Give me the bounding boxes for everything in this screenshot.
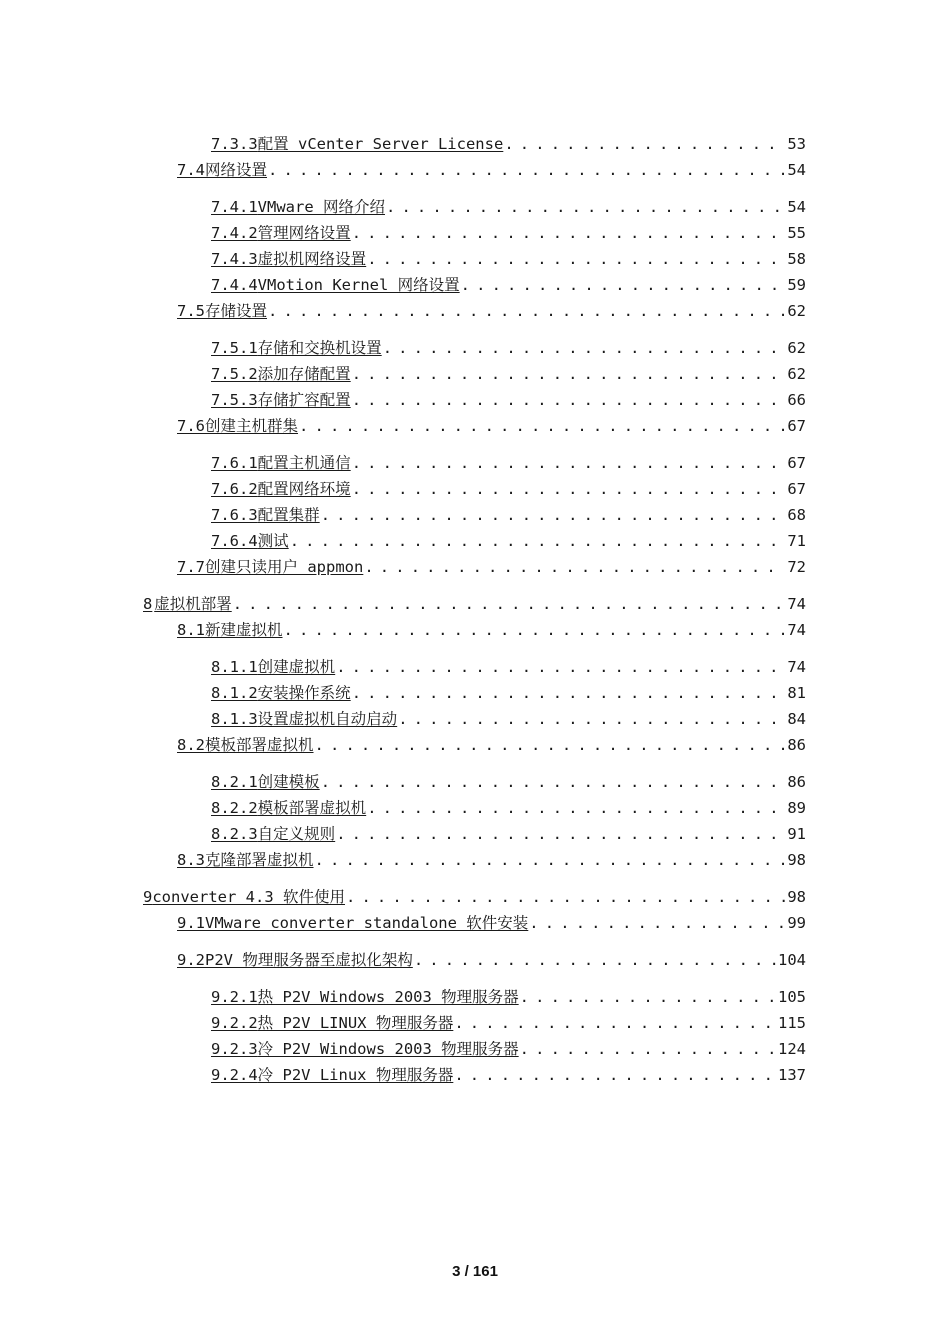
dot-leader — [352, 452, 786, 474]
toc-entry-page[interactable]: 74 — [787, 595, 806, 613]
toc-entry-page[interactable]: 72 — [787, 558, 806, 576]
toc-entry-title[interactable]: 配置主机通信 — [257, 454, 351, 472]
toc-entry-title[interactable]: 自定义规则 — [257, 825, 336, 843]
toc-entry-number[interactable]: 9 — [143, 888, 153, 906]
page-number: 3 / 161 — [452, 1263, 498, 1280]
dot-leader — [346, 886, 785, 908]
toc-entry-page[interactable]: 62 — [787, 339, 806, 357]
dot-leader — [284, 619, 786, 641]
toc-entry[interactable] — [211, 363, 806, 385]
toc-entry-number[interactable]: 7.4.4 — [211, 276, 258, 294]
dot-leader — [367, 797, 785, 819]
dot-leader — [529, 912, 785, 934]
toc-entry[interactable] — [211, 986, 806, 1008]
dot-leader — [352, 389, 786, 411]
toc-entry[interactable] — [211, 530, 806, 552]
toc-entry-number[interactable]: 8.1.3 — [211, 710, 258, 728]
toc-entry[interactable] — [143, 886, 806, 908]
toc-entry-page[interactable]: 91 — [787, 825, 806, 843]
toc-entry-title[interactable]: 存储扩容配置 — [257, 391, 351, 409]
toc-entry-number[interactable]: 8.2.2 — [211, 799, 258, 817]
toc-entry-number[interactable]: 7.4 — [177, 161, 205, 179]
toc-entry-page[interactable]: 67 — [787, 417, 806, 435]
toc-entry-title[interactable]: 冷 P2V Windows 2003 物理服务器 — [257, 1040, 519, 1058]
toc-entry-title[interactable]: 新建虚拟机 — [205, 621, 283, 639]
toc-entry-page[interactable]: 81 — [787, 684, 806, 702]
toc-entry-title[interactable]: 安装操作系统 — [257, 684, 351, 702]
toc-entry-number[interactable]: 7.7 — [177, 558, 205, 576]
toc-entry-title[interactable]: 测试 — [257, 532, 289, 550]
toc-entry-title[interactable]: 创建模板 — [257, 773, 320, 791]
dot-leader — [367, 248, 785, 270]
toc-entry-number[interactable]: 9.1 — [177, 914, 205, 932]
toc-entry-number[interactable]: 8.2.1 — [211, 773, 258, 791]
toc-entry[interactable] — [177, 912, 806, 934]
toc-entry-title[interactable]: 存储设置 — [205, 302, 268, 320]
toc-entry[interactable] — [211, 196, 806, 218]
toc-entry-number[interactable]: 7.6.3 — [211, 506, 258, 524]
toc-entry[interactable] — [177, 159, 806, 181]
toc-entry-page[interactable]: 58 — [787, 250, 806, 268]
toc-entry-title[interactable]: 冷 P2V Linux 物理服务器 — [257, 1066, 454, 1084]
toc-entry-number[interactable]: 7.5.2 — [211, 365, 258, 383]
toc-entry-title[interactable]: VMotion Kernel 网络设置 — [257, 276, 460, 294]
toc-entry[interactable] — [211, 1012, 806, 1034]
toc-entry-page[interactable]: 98 — [787, 851, 806, 869]
toc-entry-title[interactable]: 配置集群 — [257, 506, 320, 524]
dot-leader — [268, 300, 785, 322]
toc-entry-number[interactable]: 7.4.2 — [211, 224, 258, 242]
toc-entry-page[interactable]: 115 — [778, 1014, 806, 1032]
toc-entry-number[interactable]: 7.6 — [177, 417, 205, 435]
toc-entry-title[interactable]: 管理网络设置 — [257, 224, 351, 242]
toc-entry-title[interactable]: 创建主机群集 — [205, 417, 299, 435]
toc-entry-page[interactable]: 62 — [787, 365, 806, 383]
toc-entry-page[interactable]: 99 — [787, 914, 806, 932]
toc-entry-number[interactable]: 7.3.3 — [211, 135, 258, 153]
toc-entry-number[interactable]: 8.2.3 — [211, 825, 258, 843]
toc-entry-page[interactable]: 54 — [787, 161, 806, 179]
toc-entry-title[interactable]: VMware converter standalone 软件安装 — [205, 914, 529, 932]
dot-leader — [383, 337, 786, 359]
dot-leader — [386, 196, 785, 218]
toc-entry-page[interactable]: 68 — [787, 506, 806, 524]
toc-entry-page[interactable]: 71 — [787, 532, 806, 550]
toc-entry-number[interactable]: 8.3 — [177, 851, 205, 869]
dot-leader — [461, 274, 786, 296]
toc-entry[interactable] — [211, 682, 806, 704]
toc-entry-title[interactable]: P2V 物理服务器至虚拟化架构 — [205, 951, 413, 969]
toc-entry-page[interactable]: 62 — [787, 302, 806, 320]
toc-entry[interactable] — [211, 504, 806, 526]
toc-entry-number[interactable]: 7.6.2 — [211, 480, 258, 498]
toc-entry-title[interactable]: VMware 网络介绍 — [257, 198, 385, 216]
dot-leader — [364, 556, 785, 578]
toc-entry[interactable] — [211, 656, 806, 678]
toc-entry-page[interactable]: 54 — [787, 198, 806, 216]
toc-entry[interactable] — [211, 452, 806, 474]
dot-leader — [352, 478, 786, 500]
toc-entry-number[interactable]: 7.5 — [177, 302, 205, 320]
toc-entry-number[interactable]: 7.4.1 — [211, 198, 258, 216]
toc-entry-number[interactable]: 7.5.3 — [211, 391, 258, 409]
toc-entry-number[interactable]: 7.6.1 — [211, 454, 258, 472]
toc-entry-title[interactable]: 虚拟机部署 — [154, 595, 232, 613]
toc-entry-title[interactable]: 热 P2V Windows 2003 物理服务器 — [257, 988, 519, 1006]
toc-entry-title[interactable]: 添加存储配置 — [257, 365, 351, 383]
toc-entry-title[interactable]: 网络设置 — [205, 161, 268, 179]
dot-leader — [299, 415, 785, 437]
toc-entry-page[interactable]: 84 — [787, 710, 806, 728]
toc-entry-page[interactable]: 67 — [787, 454, 806, 472]
toc-entry-title[interactable]: 虚拟机网络设置 — [257, 250, 367, 268]
toc-entry[interactable] — [211, 133, 806, 155]
dot-leader — [290, 530, 786, 552]
toc-entry-title[interactable]: converter 4.3 软件使用 — [152, 888, 345, 906]
toc-entry-page[interactable]: 104 — [778, 951, 806, 969]
toc-entry-page[interactable]: 105 — [778, 988, 806, 1006]
toc-entry-title[interactable]: 克隆部署虚拟机 — [205, 851, 314, 869]
toc-entry-number[interactable]: 9.2.4 — [211, 1066, 258, 1084]
toc-entry-number[interactable]: 9.2.2 — [211, 1014, 258, 1032]
toc-entry-number[interactable]: 7.6.4 — [211, 532, 258, 550]
dot-leader — [352, 363, 786, 385]
toc-entry-page[interactable]: 53 — [787, 135, 806, 153]
toc-entry[interactable] — [211, 337, 806, 359]
dot-leader — [520, 1038, 776, 1060]
toc-entry-title[interactable]: 配置网络环境 — [257, 480, 351, 498]
dot-leader — [336, 823, 785, 845]
toc-entry-title[interactable]: 模板部署虚拟机 — [205, 736, 314, 754]
dot-leader — [454, 1012, 776, 1034]
toc-entry[interactable] — [211, 708, 806, 730]
dot-leader — [336, 656, 785, 678]
toc-entry[interactable] — [177, 949, 806, 971]
toc-entry-page[interactable]: 59 — [787, 276, 806, 294]
toc-entry[interactable] — [211, 771, 806, 793]
toc-entry[interactable] — [211, 389, 806, 411]
toc-entry-number[interactable]: 8.1.1 — [211, 658, 258, 676]
dot-leader — [454, 1064, 776, 1086]
dot-leader — [504, 133, 785, 155]
dot-leader — [321, 771, 786, 793]
dot-leader — [315, 849, 786, 871]
toc-entry-number[interactable]: 8.2 — [177, 736, 205, 754]
toc-entry[interactable] — [177, 300, 806, 322]
toc-entry-page[interactable]: 98 — [787, 888, 806, 906]
toc-entry-page[interactable]: 55 — [787, 224, 806, 242]
dot-leader — [352, 682, 786, 704]
toc-entry-number[interactable]: 8.1.2 — [211, 684, 258, 702]
toc-entry-page[interactable]: 137 — [778, 1066, 806, 1084]
toc-entry[interactable] — [211, 222, 806, 244]
toc-entry[interactable] — [211, 823, 806, 845]
toc-entry-page[interactable]: 86 — [787, 773, 806, 791]
dot-leader — [398, 708, 785, 730]
toc-entry-title[interactable]: 创建虚拟机 — [257, 658, 336, 676]
toc-entry-page[interactable]: 86 — [787, 736, 806, 754]
toc-entry-page[interactable]: 89 — [787, 799, 806, 817]
dot-leader — [315, 734, 786, 756]
toc-entry-title[interactable]: 热 P2V LINUX 物理服务器 — [257, 1014, 454, 1032]
toc-entry-number[interactable]: 8 — [143, 595, 153, 613]
toc-entry[interactable] — [177, 734, 806, 756]
toc-entry[interactable] — [177, 849, 806, 871]
toc-entry-number[interactable]: 9.2.1 — [211, 988, 258, 1006]
toc-entry-title[interactable]: 存储和交换机设置 — [257, 339, 382, 357]
toc-entry[interactable] — [177, 556, 806, 578]
toc-entry-page[interactable]: 124 — [778, 1040, 806, 1058]
toc-entry[interactable] — [177, 619, 806, 641]
toc-entry-number[interactable]: 9.2 — [177, 951, 205, 969]
toc-entry[interactable] — [143, 593, 806, 615]
toc-entry-page[interactable]: 74 — [787, 621, 806, 639]
toc-entry[interactable] — [211, 478, 806, 500]
toc-entry-title[interactable]: 配置 vCenter Server License — [257, 135, 504, 153]
toc-entry-page[interactable]: 66 — [787, 391, 806, 409]
toc-entry[interactable] — [211, 274, 806, 296]
dot-leader — [520, 986, 776, 1008]
toc-entry-title[interactable]: 创建只读用户 appmon — [205, 558, 364, 576]
toc-entry[interactable] — [211, 248, 806, 270]
toc-entry[interactable] — [177, 415, 806, 437]
dot-leader — [352, 222, 786, 244]
toc-entry-page[interactable]: 74 — [787, 658, 806, 676]
toc-entry-title[interactable]: 设置虚拟机自动启动 — [257, 710, 398, 728]
dot-leader — [268, 159, 785, 181]
dot-leader — [233, 593, 786, 615]
toc-entry[interactable] — [211, 1064, 806, 1086]
dot-leader — [321, 504, 786, 526]
toc-entry-number[interactable]: 7.5.1 — [211, 339, 258, 357]
toc-entry[interactable] — [211, 797, 806, 819]
toc-entry[interactable] — [211, 1038, 806, 1060]
toc-entry-number[interactable]: 9.2.3 — [211, 1040, 258, 1058]
toc-entry-number[interactable]: 7.4.3 — [211, 250, 258, 268]
toc-entry-page[interactable]: 67 — [787, 480, 806, 498]
toc-entry-number[interactable]: 8.1 — [177, 621, 205, 639]
dot-leader — [414, 949, 776, 971]
toc-entry-title[interactable]: 模板部署虚拟机 — [257, 799, 367, 817]
